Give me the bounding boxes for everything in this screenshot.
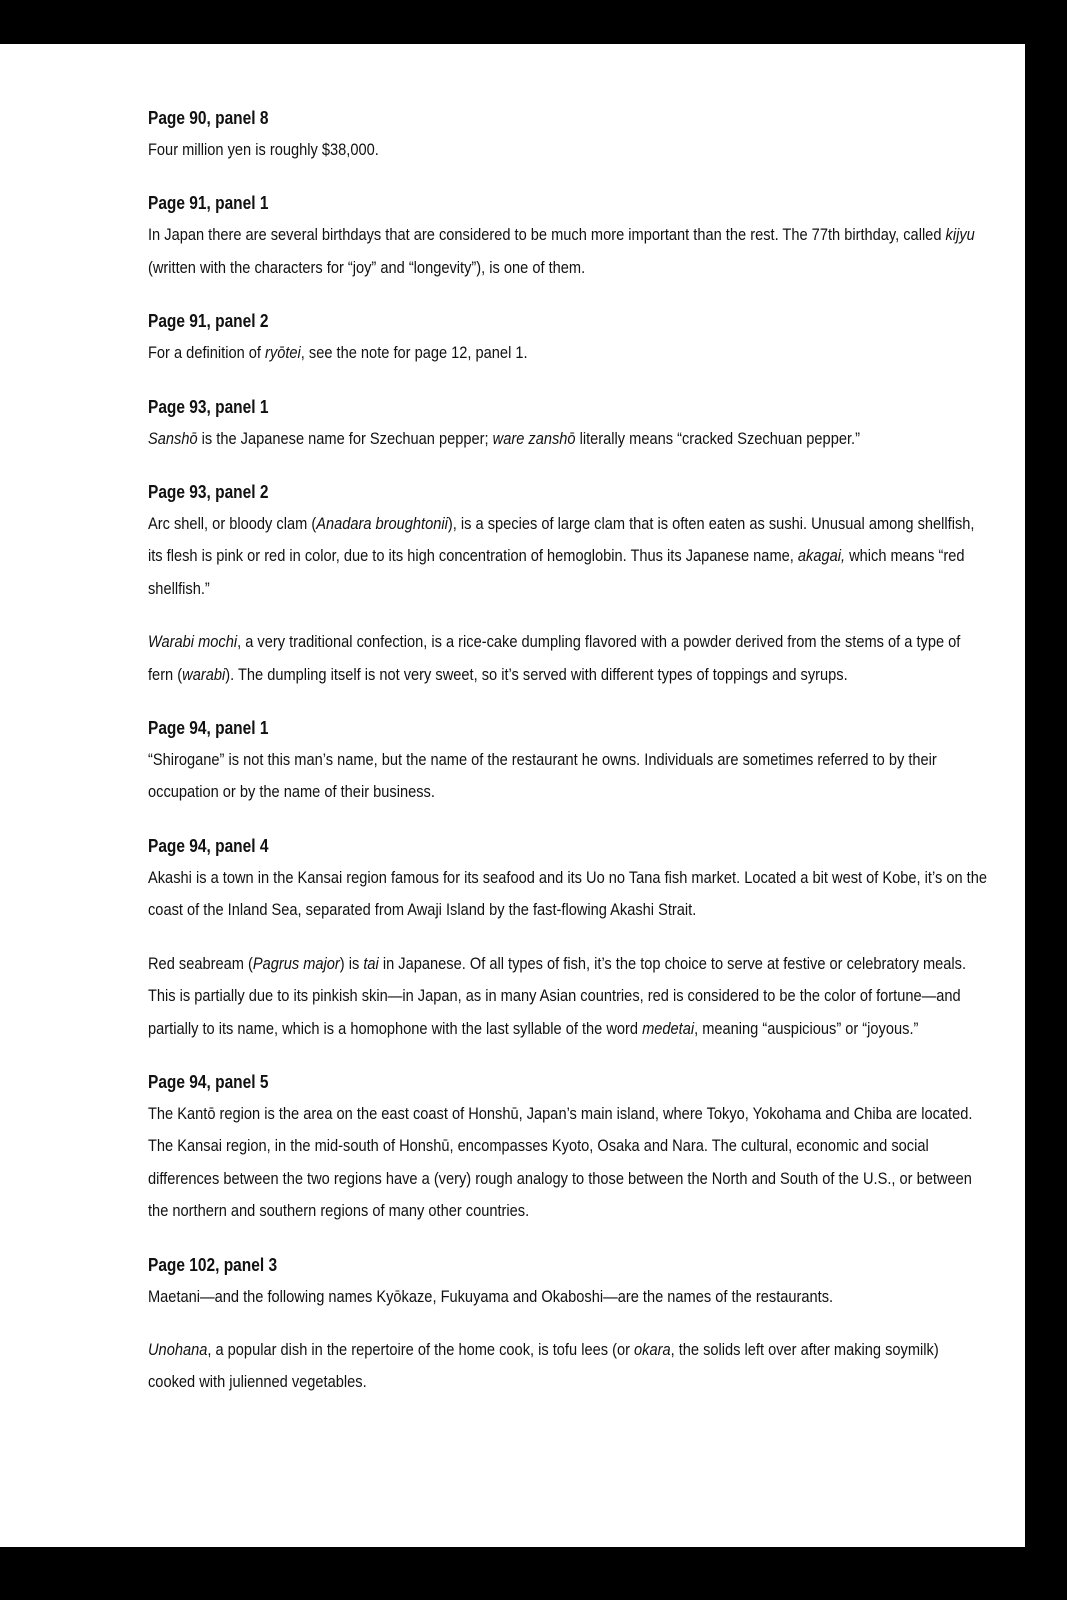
text-run: The Kantō region is the area on the east coast of Honshū, Japan’s main island, where Tokyo, Yokohama and Chiba are located. The Kansai region, in the mid-south of Honshū, encompasses Kyoto, Osaka and Nara. The cultural, economic and social differences between the two regions have a (very) rough analogy to those between the North and South of the U.S., or between the northern and southern regions of many other countries. [148, 1103, 973, 1221]
italic-term: Sanshō [148, 428, 198, 448]
italic-term: akagai, [797, 546, 846, 566]
text-run: literally means “cracked Szechuan pepper.” [575, 428, 860, 448]
text-run: is the Japanese name for Szechuan pepper; [197, 428, 493, 448]
note-block [148, 391, 988, 455]
note-paragraph [148, 508, 988, 605]
notes-body [148, 102, 988, 1420]
italic-term: kijyu [945, 225, 975, 245]
note-paragraph [148, 862, 988, 927]
note-block [148, 1066, 988, 1228]
text-run: ). The dumpling itself is not very sweet, so it’s served with different types of toppings and syrups. [225, 664, 848, 684]
document-page [0, 44, 1025, 1547]
italic-term: medetai [642, 1018, 695, 1038]
note-block [148, 187, 988, 284]
text-run: , a popular dish in the repertoire of the home cook, is tofu lees (or [207, 1339, 635, 1359]
text-run: which means “red shellfish.” [148, 546, 965, 598]
text-run: Maetani—and the following names Kyōkaze, Fukuyama and Okaboshi—are the names of the restaurants. [148, 1286, 834, 1306]
italic-term: Pagrus major [252, 953, 340, 973]
note-paragraph [148, 744, 988, 809]
text-run: For a definition of [148, 343, 266, 363]
text-run: In Japan there are several birthdays that are considered to be much more important than the rest. The 77th birthday, called [148, 225, 946, 245]
text-run: ), is a species of large clam that is often eaten as sushi. Unusual among shellfish, its flesh is pink or red in color, due to its high concentration of hemoglobin. Thus its Japanese name, [148, 514, 975, 566]
note-paragraph [148, 219, 988, 284]
note-paragraph [148, 948, 988, 1045]
note-block [148, 1249, 988, 1399]
note-paragraph [148, 337, 988, 369]
text-run: Arc shell, or bloody clam ( [148, 514, 317, 534]
note-heading: Page 93, panel 1 [148, 396, 269, 417]
italic-term: ware zanshō [492, 428, 576, 448]
italic-term: tai [363, 953, 379, 973]
text-run: ) is [339, 953, 364, 973]
note-paragraph [148, 626, 988, 691]
note-paragraph [148, 1098, 988, 1228]
note-block [148, 830, 988, 1045]
note-paragraph [148, 134, 988, 166]
italic-term: warabi [182, 664, 226, 684]
note-heading: Page 91, panel 1 [148, 193, 269, 214]
italic-term: Warabi mochi [148, 632, 238, 652]
note-block [148, 102, 988, 166]
note-heading: Page 94, panel 1 [148, 718, 269, 739]
note-block [148, 476, 988, 691]
italic-term: okara [634, 1339, 671, 1359]
note-paragraph [148, 423, 988, 455]
note-block [148, 712, 988, 809]
text-run: Four million yen is roughly $38,000. [148, 140, 379, 159]
note-heading: Page 90, panel 8 [148, 108, 269, 128]
text-run: Akashi is a town in the Kansai region famous for its seafood and its Uo no Tana fish market. Located a bit west of Kobe, it’s on the coast of the Inland Sea, separated from Awaji Island by the fast-flowing Akashi Strait. [148, 867, 987, 920]
text-run: “Shirogane” is not this man’s name, but the name of the restaurant he owns. Individuals are sometimes referred to by their occupation or by the name of their business. [148, 750, 937, 802]
text-run: , a very traditional confection, is a rice-cake dumpling flavored with a powder derived from the stems of a type of fern ( [148, 632, 961, 684]
text-run: , the solids left over after making soymilk) cooked with julienned vegetables. [148, 1339, 939, 1392]
italic-term: ryōtei [265, 343, 301, 363]
note-heading: Page 91, panel 2 [148, 311, 269, 332]
note-paragraph [148, 1281, 988, 1313]
note-heading: Page 94, panel 4 [148, 835, 269, 856]
note-heading: Page 94, panel 5 [148, 1071, 269, 1092]
note-heading: Page 102, panel 3 [148, 1254, 278, 1275]
note-paragraph [148, 1334, 988, 1399]
text-run: in Japanese. Of all types of fish, it’s the top choice to serve at festive or celebratory meals. This is partially due to its pinkish skin—in Japan, as in many Asian countries, red is considered to be the color of fortune—and partially to its name, which is a homophone with the last syllable of the word [148, 953, 967, 1038]
italic-term: Anadara broughtonii [316, 514, 448, 534]
text-run: Red seabream ( [148, 953, 253, 973]
text-run: (written with the characters for “joy” and “longevity”), is one of them. [148, 257, 586, 277]
note-block [148, 305, 988, 369]
note-heading: Page 93, panel 2 [148, 482, 269, 503]
text-run: , meaning “auspicious” or “joyous.” [694, 1018, 919, 1038]
italic-term: Unohana [148, 1339, 208, 1359]
text-run: , see the note for page 12, panel 1. [300, 343, 528, 363]
